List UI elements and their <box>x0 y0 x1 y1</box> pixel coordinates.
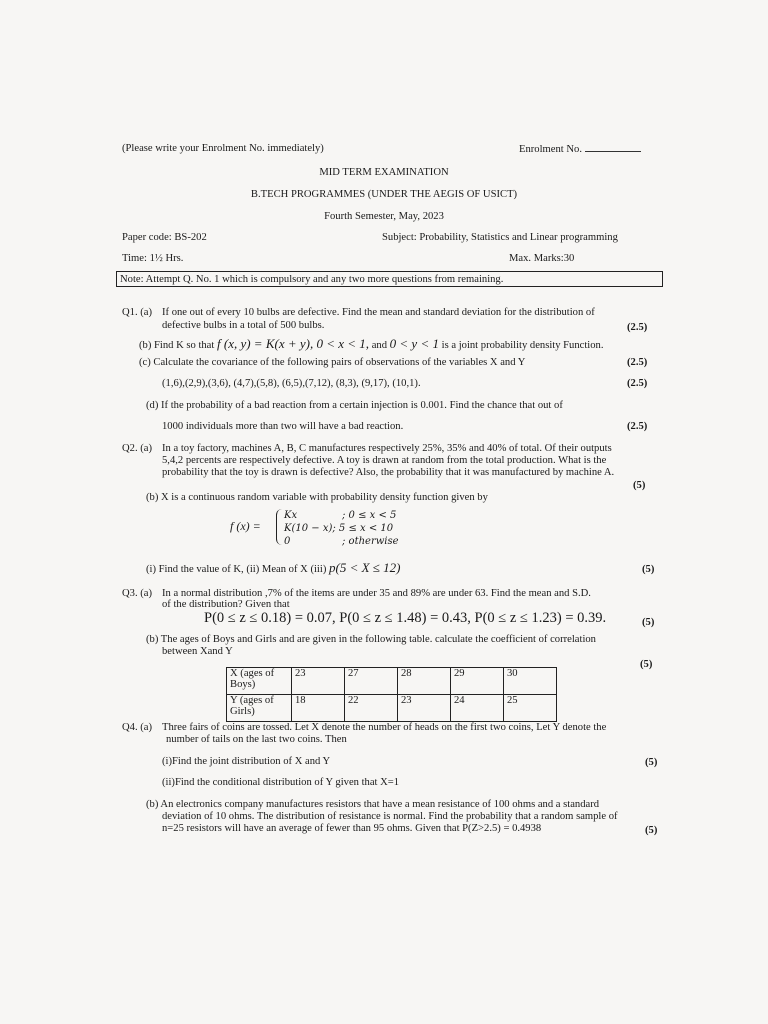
subject: Subject: Probability, Statistics and Linear programming <box>382 232 618 243</box>
pdf-brace <box>276 509 283 545</box>
q2b-parts <box>146 561 401 576</box>
q3b-text-line1: (b) The ages of Boys and Girls and are given in the following table. calculate the coefficient of correlation <box>146 634 596 645</box>
exam-title: MID TERM EXAMINATION <box>319 167 449 178</box>
q4a-part-i: (i)Find the joint distribution of X and Y <box>162 756 331 767</box>
q3a-marks: (5) <box>642 617 655 628</box>
x-value: 23 <box>292 668 345 695</box>
y-value: 23 <box>398 695 451 722</box>
q1d-text-line2: 1000 individuals more than two will have a bad reaction. <box>162 421 404 432</box>
y-value: 18 <box>292 695 345 722</box>
y-row-label: Y (ages of Girls) <box>227 695 292 722</box>
q1b-y-range: 0 < y < 1 <box>389 336 439 351</box>
q2a-marks: (5) <box>633 480 646 491</box>
q2a-text-line1: In a toy factory, machines A, B, C manufactures respectively 25%, 35% and 40% of total. Of their outputs <box>162 443 612 454</box>
y-value: 25 <box>504 695 557 722</box>
q2b-text: (b) X is a continuous random variable with probability density function given by <box>146 492 488 503</box>
q3a-given-probabilities: P(0 ≤ z ≤ 0.18) = 0.07, P(0 ≤ z ≤ 1.48) = 0.43, P(0 ≤ z ≤ 1.23) = 0.39. <box>204 610 607 626</box>
q1a-text-line1: If one out of every 10 bulbs are defective. Find the mean and standard deviation for the distribution of <box>162 307 595 318</box>
y-value: 24 <box>451 695 504 722</box>
q2a-label: Q2. (a) <box>122 443 153 454</box>
q4a-text-line1: Three fairs of coins are tossed. Let X denote the number of heads on the first two coins, Let Y denote the <box>162 722 607 733</box>
q4a-part-ii: (ii)Find the conditional distribution of Y given that X=1 <box>162 777 400 788</box>
paper-code: Paper code: BS-202 <box>122 232 207 243</box>
q1b-joint-pdf: f (x, y) = K(x + y), 0 < x < 1, <box>217 336 370 351</box>
x-value: 28 <box>398 668 451 695</box>
enrolment-blank <box>585 142 641 152</box>
q3a-label: Q3. (a) <box>122 588 153 599</box>
max-marks: Max. Marks:30 <box>509 253 575 264</box>
q1d-marks: (2.5) <box>627 421 648 432</box>
pdf-lhs: f (x) = <box>230 519 261 533</box>
q4a-text-line2: number of tails on the last two coins. Then <box>166 734 347 745</box>
enrolment-instruction: (Please write your Enrolment No. immediately) <box>122 143 324 154</box>
pdf-case-2: K(10 − x); 5 ≤ x < 10 <box>284 523 394 534</box>
q3a-text-line2: of the distribution? Given that <box>162 599 290 610</box>
q2b-parts-text: (i) Find the value of K, (ii) Mean of X (iii) <box>146 564 327 575</box>
q1c-marks: (2.5) <box>627 357 648 368</box>
pdf-case-3-expr: 0 <box>284 536 291 547</box>
q1c-pairs: (1,6),(2,9),(3,6), (4,7),(5,8), (6,5),(7,12), (8,3), (9,17), (10,1). <box>162 378 421 389</box>
q1c-marks-2: (2.5) <box>627 378 648 389</box>
time-allowed: Time: 1½ Hrs. <box>122 253 184 264</box>
q1a-text-line2: defective bulbs in a total of 500 bulbs. <box>162 320 325 331</box>
pdf-case-1-range: ; 0 ≤ x < 5 <box>342 510 397 521</box>
q3b-marks: (5) <box>640 659 653 670</box>
x-row-label: X (ages of Boys) <box>227 668 292 695</box>
y-value: 22 <box>345 695 398 722</box>
x-value: 27 <box>345 668 398 695</box>
table-row-x <box>227 668 557 695</box>
programme-title: B.TECH PROGRAMMES (UNDER THE AEGIS OF USICT) <box>250 189 518 200</box>
q1b-suffix: is a joint probability density Function. <box>441 340 604 351</box>
q3b-text-line2: between Xand Y <box>162 646 233 657</box>
note-text: Note: Attempt Q. No. 1 which is compulsory and any two more questions from remaining. <box>120 274 504 285</box>
q4b-marks: (5) <box>645 825 658 836</box>
table-row-y <box>227 695 557 722</box>
q2a-text-line3: probability that the toy is drawn is defective? Also, the probability that it was manufactured by machine A. <box>162 467 615 478</box>
q4b-text-line2: deviation of 10 ohms. The distribution of resistance is normal. Find the probability that a random sample of <box>162 811 618 822</box>
q2b-marks: (5) <box>642 564 655 575</box>
q1d-text-line1: (d) If the probability of a bad reaction from a certain injection is 0.001. Find the chance that out of <box>146 400 563 411</box>
q4b-text-line1: (b) An electronics company manufactures resistors that have a mean resistance of 100 ohms and a standard <box>146 799 600 810</box>
q1b-text <box>139 337 603 352</box>
q3a-text-line1: In a normal distribution ,7% of the items are under 35 and 89% are under 63. Find the mean and S.D. <box>162 588 591 599</box>
q1c-text: (c) Calculate the covariance of the following pairs of observations of the variables X and Y <box>139 357 526 368</box>
q2a-text-line2: 5,4,2 percents are respectively defective. A toy is drawn at random from the total production. What is the <box>162 455 607 466</box>
q4a-label: Q4. (a) <box>122 722 153 733</box>
ages-table <box>226 667 557 722</box>
q4b-text-line3: n=25 resistors will have an average of fewer than 95 ohms. Given that P(Z>2.5) = 0.4938 <box>162 823 542 834</box>
x-value: 29 <box>451 668 504 695</box>
enrolment-number-field <box>519 142 641 156</box>
pdf-case-3-range: ; otherwise <box>342 536 399 547</box>
q2b-probability: p(5 < X ≤ 12) <box>329 560 401 575</box>
q1b-and: and <box>371 340 387 351</box>
q1a-label: Q1. (a) <box>122 307 153 318</box>
q1b-prefix: (b) Find K so that <box>139 340 215 351</box>
enrolment-label: Enrolment No. <box>519 144 582 155</box>
q1a-marks: (2.5) <box>627 322 648 333</box>
x-value: 30 <box>504 668 557 695</box>
q4a-marks: (5) <box>645 757 658 768</box>
semester-line: Fourth Semester, May, 2023 <box>324 211 444 222</box>
pdf-case-1-expr: Kx <box>284 510 298 521</box>
